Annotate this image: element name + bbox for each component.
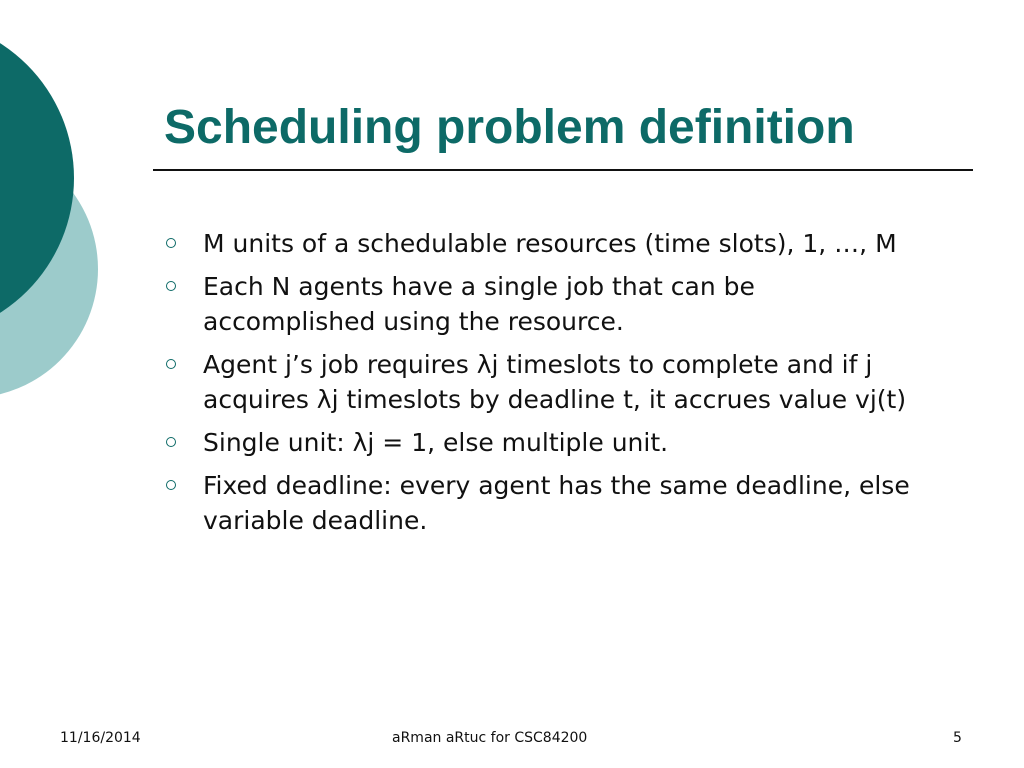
bullet-text: M units of a schedulable resources (time slots), 1, …, M xyxy=(203,229,897,258)
hollow-circle-bullet-icon xyxy=(166,238,176,248)
hollow-circle-bullet-icon xyxy=(166,437,176,447)
bullet-item xyxy=(164,425,924,460)
bullet-text: Each N agents have a single job that can be accomplished using the resource. xyxy=(203,272,755,336)
hollow-circle-bullet-icon xyxy=(166,480,176,490)
bullet-text: Single unit: λj = 1, else multiple unit. xyxy=(203,428,669,457)
bullet-item xyxy=(164,269,924,339)
slide-title: Scheduling problem definition xyxy=(164,101,855,154)
bullet-item xyxy=(164,347,924,417)
bullet-item xyxy=(164,468,924,538)
footer-date: 11/16/2014 xyxy=(60,730,141,746)
bullet-text: Fixed deadline: every agent has the same deadline, else variable deadline. xyxy=(203,471,910,535)
bullet-list xyxy=(164,226,924,546)
bullet-item xyxy=(164,226,924,261)
hollow-circle-bullet-icon xyxy=(166,281,176,291)
page-number: 5 xyxy=(953,730,962,746)
hollow-circle-bullet-icon xyxy=(166,359,176,369)
footer-author: aRman aRtuc for CSC84200 xyxy=(392,730,588,746)
bullet-text: Agent j’s job requires λj timeslots to complete and if j acquires λj timeslots by deadline t, it accrues value vj(t) xyxy=(203,350,907,414)
title-divider xyxy=(153,169,973,171)
